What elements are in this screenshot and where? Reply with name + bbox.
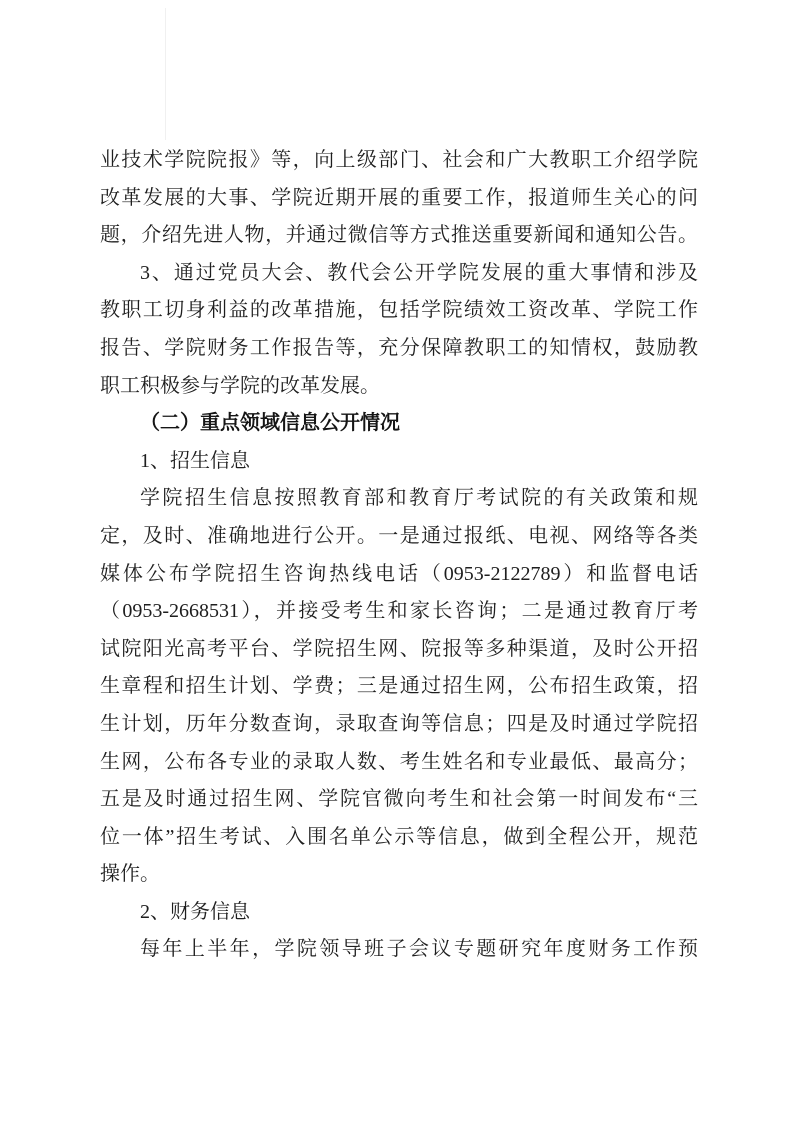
text-line: 五是及时通过招生网、学院官微向考生和社会第一时间发布“三 [100,788,698,811]
text-line: 题，介绍先进人物，并通过微信等方式推送重要新闻和通知公告。 [100,224,698,247]
text-line: 报告、学院财务工作报告等，充分保障教职工的知情权，鼓励教 [100,336,698,359]
text-line: 生网，公布各专业的录取人数、考生姓名和专业最低、最高分； [100,750,698,773]
text-line: 媒体公布学院招生咨询热线电话（0953-2122789）和监督电话 [100,562,698,585]
text-line: 生章程和招生计划、学费；三是通过招生网，公布招生政策，招 [100,675,698,698]
subsection-heading: 1、招生信息 [140,449,250,472]
text-line: 定，及时、准确地进行公开。一是通过报纸、电视、网络等各类 [100,524,698,547]
section-heading: （二）重点领域信息公开情况 [140,412,400,435]
text-line: 生计划，历年分数查询，录取查询等信息；四是及时通过学院招 [100,712,698,735]
text-line: 3、通过党员大会、教代会公开学院发展的重大事情和涉及 [140,261,698,284]
text-line: 职工积极参与学院的改革发展。 [100,374,380,397]
text-line: 每年上半年，学院领导班子会议专题研究年度财务工作预 [140,938,698,961]
text-line: 试院阳光高考平台、学院招生网、院报等多种渠道，及时公开招 [100,637,698,660]
text-line: 业技术学院院报》等，向上级部门、社会和广大教职工介绍学院 [100,149,698,171]
text-line: 改革发展的大事、学院近期开展的重要工作，报道师生关心的问 [100,186,698,209]
text-line: 教职工切身利益的改革措施，包括学院绩效工资改革、学院工作 [100,299,698,322]
scan-artifact-line [165,8,166,140]
text-line: 位一体”招生考试、入围名单公示等信息，做到全程公开，规范 [100,825,698,848]
text-line: 操作。 [100,863,160,886]
text-line: （0953-2668531），并接受考生和家长咨询；二是通过教育厅考 [100,600,698,623]
subsection-heading: 2、财务信息 [140,900,250,923]
document-body [100,142,698,969]
text-line: 学院招生信息按照教育部和教育厅考试院的有关政策和规 [140,487,698,510]
